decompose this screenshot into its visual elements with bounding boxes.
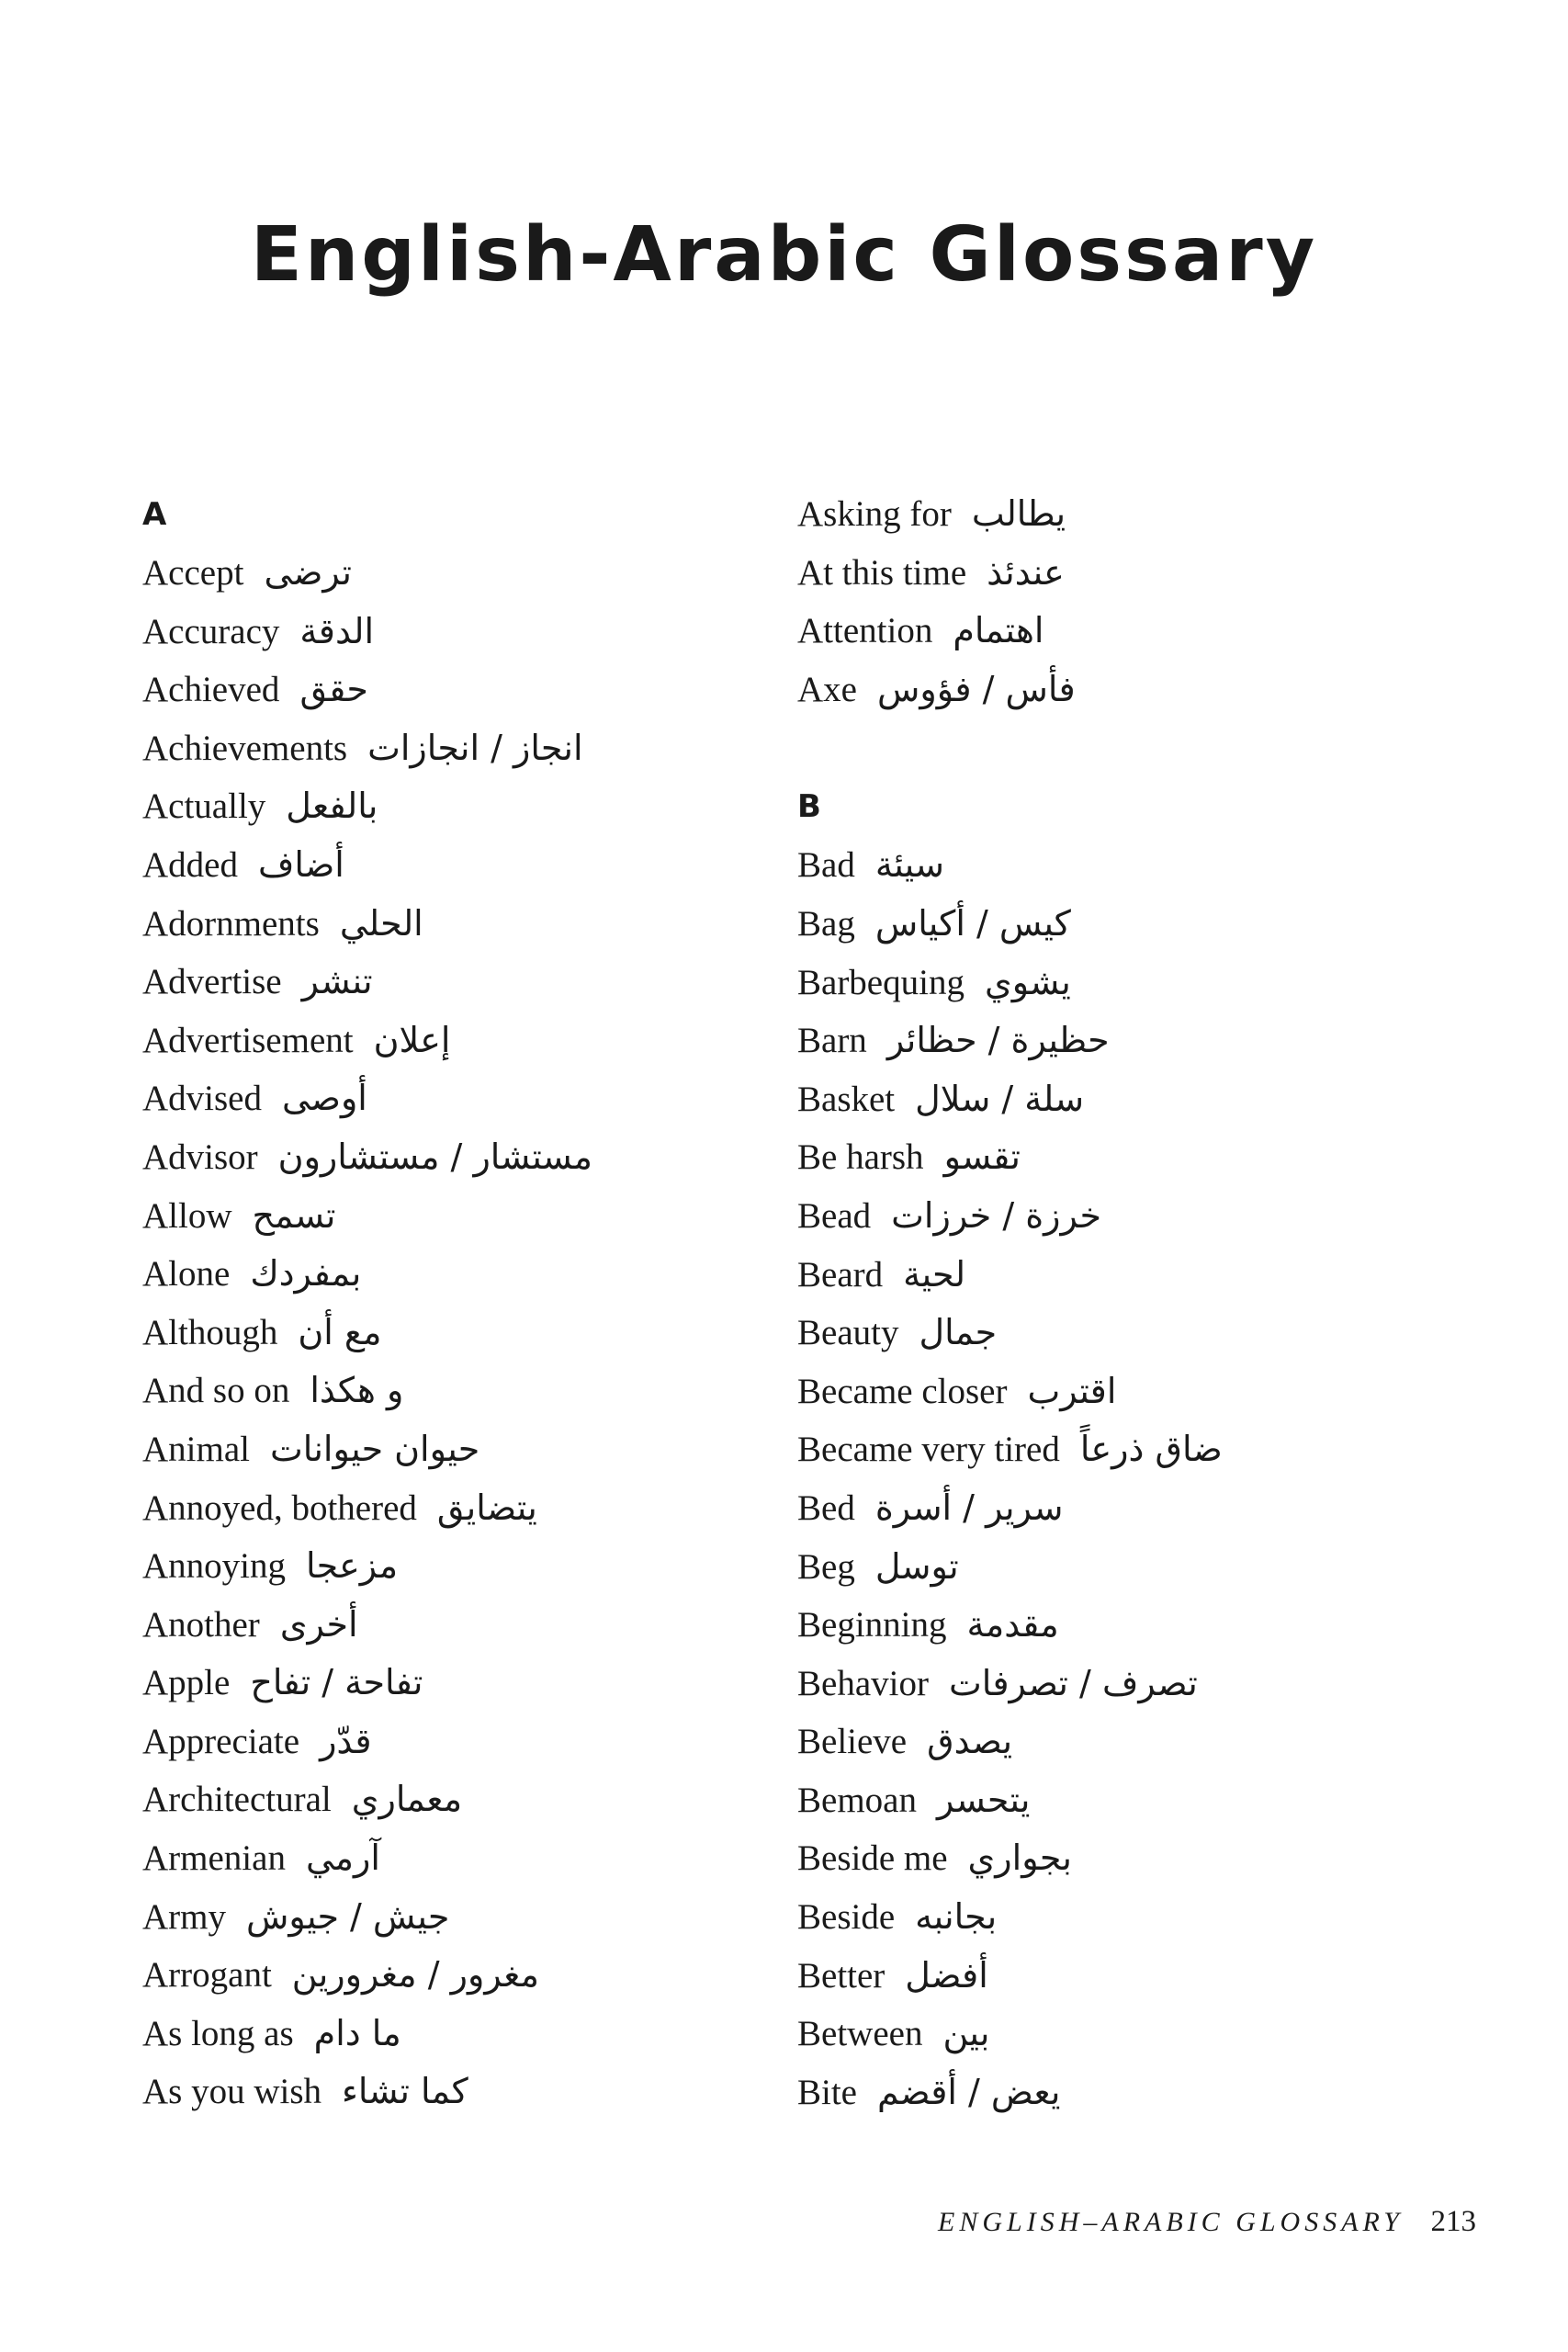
glossary-entry bbox=[797, 1771, 1495, 1830]
arabic-term: كيس / أكياس bbox=[874, 902, 1071, 944]
arabic-term: يصدق bbox=[927, 1721, 1013, 1762]
glossary-entry-list bbox=[142, 544, 767, 2121]
english-term: Actually bbox=[142, 786, 266, 827]
glossary-entry bbox=[797, 1128, 1495, 1187]
arabic-term: آرمي bbox=[305, 1838, 380, 1879]
arabic-term: إعلان bbox=[373, 1019, 451, 1060]
page-title: English-Arabic Glossary bbox=[250, 211, 1318, 299]
glossary-entry bbox=[142, 544, 767, 603]
arabic-term: مع أن bbox=[298, 1311, 382, 1352]
arabic-term: و هكذا bbox=[310, 1370, 404, 1411]
glossary-entry bbox=[142, 1304, 767, 1363]
glossary-section bbox=[797, 777, 1495, 2121]
arabic-term: كما تشاء bbox=[342, 2071, 468, 2112]
arabic-term: خرزة / خرزات bbox=[891, 1194, 1101, 1236]
section-letter: A bbox=[142, 496, 167, 533]
glossary-entry bbox=[797, 1012, 1495, 1070]
english-term: Animal bbox=[142, 1429, 250, 1469]
glossary-entry bbox=[797, 1538, 1495, 1597]
glossary-entry bbox=[797, 1713, 1495, 1771]
english-term: Added bbox=[142, 844, 238, 885]
glossary-entry bbox=[142, 836, 767, 895]
glossary-entry bbox=[142, 1069, 767, 1128]
glossary-entry bbox=[797, 1596, 1495, 1655]
english-term: Basket bbox=[797, 1079, 896, 1119]
arabic-term: أضاف bbox=[257, 843, 344, 885]
arabic-term: مستشار / مستشارون bbox=[277, 1136, 592, 1177]
english-term: Beginning bbox=[797, 1605, 947, 1645]
glossary-entry bbox=[797, 836, 1495, 895]
english-term: Apple bbox=[142, 1663, 231, 1703]
arabic-term: بمفردك bbox=[250, 1253, 362, 1295]
arabic-term: ما دام bbox=[313, 2012, 401, 2053]
glossary-entry bbox=[142, 1654, 767, 1713]
glossary-entry-list bbox=[797, 836, 1495, 2121]
english-term: Bed bbox=[797, 1487, 855, 1528]
arabic-term: جمال bbox=[919, 1312, 998, 1353]
glossary-entry bbox=[142, 953, 767, 1012]
glossary-entry bbox=[142, 1537, 767, 1596]
english-term: As long as bbox=[142, 2013, 294, 2053]
glossary-entry bbox=[797, 895, 1495, 954]
glossary-entry bbox=[142, 2063, 767, 2121]
section-letter: B bbox=[797, 788, 821, 826]
english-term: Bemoan bbox=[797, 1780, 917, 1820]
arabic-term: يشوي bbox=[984, 961, 1071, 1002]
glossary-entry bbox=[797, 2064, 1495, 2122]
english-term: Bead bbox=[797, 1195, 872, 1236]
english-term: Armenian bbox=[142, 1838, 286, 1879]
english-term: Believe bbox=[797, 1722, 908, 1762]
english-term: Allow bbox=[142, 1195, 232, 1236]
english-term: Attention bbox=[797, 611, 933, 651]
glossary-entry bbox=[797, 1829, 1495, 1888]
arabic-term: سلة / سلال bbox=[915, 1078, 1085, 1119]
english-term: Advertise bbox=[142, 962, 282, 1002]
arabic-term: مغرور / مغرورين bbox=[291, 1954, 539, 1996]
arabic-term: تفاحة / تفاح bbox=[250, 1662, 423, 1703]
arabic-term: بين bbox=[942, 2013, 990, 2054]
glossary-entry bbox=[797, 954, 1495, 1012]
arabic-term: يطالب bbox=[971, 493, 1066, 534]
english-term: Behavior bbox=[797, 1663, 929, 1703]
english-term: Accuracy bbox=[142, 611, 280, 651]
english-term: Became closer bbox=[797, 1371, 1008, 1411]
english-term: Annoying bbox=[142, 1546, 286, 1587]
english-term: Army bbox=[142, 1896, 226, 1937]
english-term: Barn bbox=[797, 1021, 867, 1061]
english-term: Became very tired bbox=[797, 1430, 1060, 1470]
page-footer bbox=[938, 2205, 1476, 2239]
glossary-entry bbox=[142, 1420, 767, 1479]
arabic-term: فأس / فؤوس bbox=[876, 668, 1076, 709]
arabic-term: أخرى bbox=[279, 1603, 358, 1645]
arabic-term: توسل bbox=[874, 1545, 959, 1587]
glossary-section bbox=[142, 485, 767, 2121]
glossary-entry bbox=[797, 1479, 1495, 1538]
arabic-term: سيئة bbox=[874, 844, 944, 886]
glossary-entry bbox=[142, 1946, 767, 2005]
glossary-entry bbox=[797, 1888, 1495, 1947]
english-term: Asking for bbox=[797, 494, 952, 534]
glossary-entry bbox=[142, 2005, 767, 2064]
glossary-entry bbox=[142, 661, 767, 719]
glossary-entry bbox=[797, 602, 1495, 661]
english-term: Axe bbox=[797, 669, 857, 709]
arabic-term: اقترب bbox=[1027, 1370, 1117, 1411]
arabic-term: اهتمام bbox=[953, 610, 1044, 651]
arabic-term: الحلي bbox=[339, 902, 423, 944]
glossary-entry bbox=[142, 1829, 767, 1888]
english-term: Alone bbox=[142, 1254, 231, 1295]
arabic-term: ضاق ذرعاً bbox=[1079, 1429, 1223, 1470]
running-head: ENGLISH–ARABIC GLOSSARY bbox=[938, 2207, 1404, 2237]
glossary-entry bbox=[142, 1888, 767, 1947]
glossary-entry bbox=[142, 1770, 767, 1829]
glossary-entry bbox=[142, 603, 767, 662]
english-term: Although bbox=[142, 1312, 278, 1352]
arabic-term: يعض / أقضم bbox=[877, 2071, 1061, 2112]
glossary-entry bbox=[142, 1713, 767, 1771]
english-term: Bag bbox=[797, 903, 855, 944]
english-term: Beg bbox=[797, 1546, 855, 1587]
english-term: Another bbox=[142, 1604, 260, 1645]
glossary-entry bbox=[797, 661, 1495, 719]
arabic-term: ترضى bbox=[264, 552, 352, 593]
arabic-term: مزعجا bbox=[306, 1545, 399, 1587]
arabic-term: حظيرة / حظائر bbox=[886, 1020, 1110, 1061]
english-term: Beard bbox=[797, 1254, 884, 1295]
glossary-entry bbox=[797, 1947, 1495, 2006]
english-term: And so on bbox=[142, 1371, 290, 1411]
glossary-entry bbox=[797, 1246, 1495, 1305]
english-term: Arrogant bbox=[142, 1955, 272, 1996]
glossary-entry bbox=[142, 1479, 767, 1538]
glossary-section bbox=[797, 485, 1495, 718]
arabic-term: بالفعل bbox=[286, 786, 378, 827]
glossary-entry bbox=[797, 1655, 1495, 1713]
page-number: 213 bbox=[1430, 2205, 1476, 2238]
glossary-entry bbox=[797, 2005, 1495, 2064]
arabic-term: انجاز / انجازات bbox=[367, 727, 583, 768]
glossary-entry bbox=[142, 1596, 767, 1655]
english-term: As you wish bbox=[142, 2072, 322, 2112]
glossary-column-right bbox=[797, 485, 1495, 2180]
english-term: Beauty bbox=[797, 1313, 899, 1353]
arabic-term: تنشر bbox=[301, 961, 373, 1002]
english-term: Bad bbox=[797, 845, 855, 886]
glossary-entry bbox=[142, 719, 767, 778]
glossary-entry-list bbox=[797, 485, 1495, 718]
arabic-term: تقسو bbox=[943, 1136, 1021, 1178]
glossary-entry bbox=[142, 895, 767, 954]
glossary-entry bbox=[797, 1304, 1495, 1363]
arabic-term: أفضل bbox=[905, 1954, 988, 1996]
arabic-term: حقق bbox=[299, 669, 368, 710]
arabic-term: جيش / جيوش bbox=[246, 1895, 450, 1937]
english-term: Bite bbox=[797, 2072, 857, 2112]
english-term: Be harsh bbox=[797, 1137, 924, 1178]
arabic-term: يتحسر bbox=[936, 1779, 1031, 1820]
glossary-entry bbox=[797, 485, 1495, 544]
english-term: Achieved bbox=[142, 670, 280, 710]
english-term: Between bbox=[797, 2014, 923, 2054]
english-term: Appreciate bbox=[142, 1721, 300, 1761]
glossary-entry bbox=[797, 544, 1495, 603]
arabic-term: بجانبه bbox=[915, 1896, 998, 1938]
english-term: Beside bbox=[797, 1897, 896, 1938]
english-term: Achievements bbox=[142, 728, 348, 768]
arabic-term: يتضايق bbox=[436, 1487, 537, 1528]
glossary-entry bbox=[142, 1362, 767, 1420]
glossary-entry bbox=[797, 1070, 1495, 1129]
english-term: Advertisement bbox=[142, 1020, 354, 1060]
arabic-term: بجواري bbox=[967, 1838, 1072, 1879]
glossary-entry bbox=[797, 1420, 1495, 1479]
arabic-term: عندئذ bbox=[987, 551, 1065, 593]
english-term: Adornments bbox=[142, 903, 320, 944]
english-term: Barbequing bbox=[797, 962, 964, 1002]
arabic-term: حيوان حيوانات bbox=[269, 1428, 480, 1469]
english-term: Annoyed, bothered bbox=[142, 1487, 417, 1528]
arabic-term: لحية bbox=[903, 1253, 966, 1295]
english-term: Accept bbox=[142, 553, 244, 593]
glossary-entry bbox=[142, 777, 767, 836]
arabic-term: معماري bbox=[351, 1779, 463, 1820]
english-term: At this time bbox=[797, 552, 967, 593]
english-term: Advised bbox=[142, 1079, 262, 1119]
arabic-term: أوصى bbox=[282, 1078, 367, 1119]
glossary-column-left bbox=[142, 485, 767, 2180]
arabic-term: تصرف / تصرفات bbox=[948, 1662, 1198, 1703]
glossary-entry bbox=[797, 1363, 1495, 1421]
english-term: Beside me bbox=[797, 1838, 948, 1879]
glossary-entry bbox=[142, 1012, 767, 1070]
glossary-entry bbox=[142, 1245, 767, 1304]
english-term: Advisor bbox=[142, 1136, 258, 1177]
arabic-term: تسمح bbox=[252, 1194, 336, 1236]
arabic-term: الدقة bbox=[299, 610, 375, 651]
english-term: Better bbox=[797, 1955, 886, 1996]
glossary-entry bbox=[797, 1187, 1495, 1246]
arabic-term: مقدمة bbox=[966, 1604, 1059, 1645]
arabic-term: قدّر bbox=[320, 1720, 372, 1761]
glossary-entry bbox=[142, 1128, 767, 1187]
english-term: Architectural bbox=[142, 1780, 332, 1820]
arabic-term: سرير / أسرة bbox=[874, 1487, 1064, 1528]
glossary-entry bbox=[142, 1187, 767, 1246]
